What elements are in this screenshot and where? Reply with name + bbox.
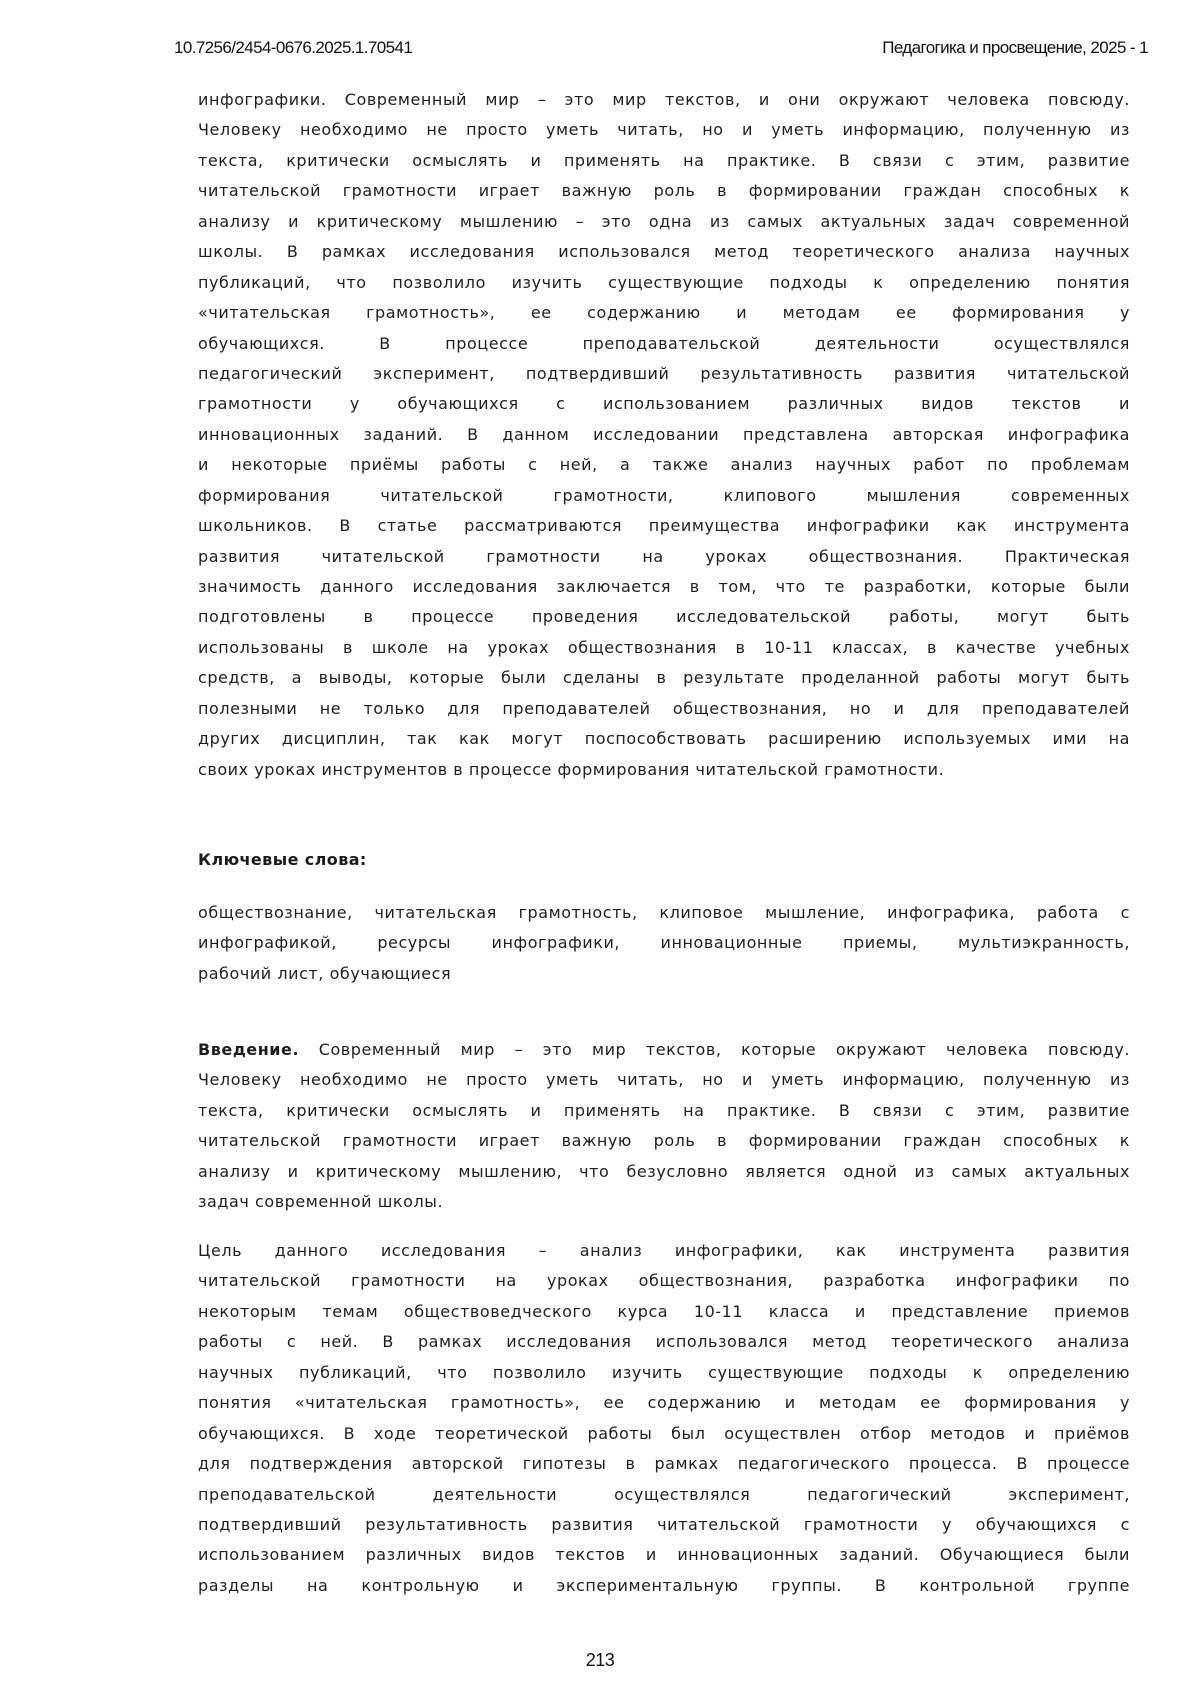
text-line: Человеку необходимо не просто уметь читать, но и уметь информацию, полученную из — [198, 1070, 1130, 1090]
text-line: анализу и критическому мышлению, что безусловно является одной из самых актуальных — [198, 1161, 1130, 1181]
text-line: подготовлены в процессе проведения исследовательской работы, могут быть — [198, 607, 1130, 627]
text-line: анализу и критическому мышлению – это одна из самых актуальных задач современной — [198, 211, 1130, 231]
text-line: педагогический эксперимент, подтвердивший результативность развития читательской — [198, 363, 1130, 383]
text-line: читательской грамотности на уроках обществознания, разработка инфографики по — [198, 1271, 1130, 1291]
doi: 10.7256/2454-0676.2025.1.70541 — [174, 38, 413, 57]
text-line: средств, а выводы, которые были сделаны в результате проделанной работы могут быть — [198, 668, 1130, 688]
text-line: преподавательской деятельности осуществлялся педагогический эксперимент, — [198, 1484, 1130, 1504]
text-line: обучающихся. В процессе преподавательской деятельности осуществлялся — [198, 333, 1130, 353]
text-line: рабочий лист, обучающиеся — [198, 963, 452, 983]
text-line: «читательская грамотность», ее содержанию и методам ее формирования у — [198, 303, 1130, 323]
text-line: инфографики. Современный мир – это мир текстов, и они окружают человека повсюду. — [198, 90, 1130, 109]
text-line: грамотности у обучающихся с использованием различных видов текстов и — [198, 394, 1130, 414]
journal-title: Педагогика и просвещение, 2025 - 1 — [882, 38, 1148, 57]
text-line: разделы на контрольную и экспериментальную группы. В контрольной группе — [198, 1575, 1130, 1595]
text-line: читательской грамотности играет важную роль в формировании граждан способных к — [198, 1131, 1130, 1151]
text-line: Цель данного исследования – анализ инфографики, как инструмента развития — [198, 1241, 1130, 1260]
text-line: понятия «читательская грамотность», ее содержанию и методам ее формирования у — [198, 1393, 1130, 1413]
text-line: обществознание, читательская грамотность, клиповое мышление, инфографика, работа с — [198, 903, 1130, 922]
introduction-heading: Введение. — [198, 1040, 300, 1059]
text-line: формирования читательской грамотности, клипового мышления современных — [198, 485, 1130, 505]
text-line: читательской грамотности играет важную роль в формировании граждан способных к — [198, 181, 1130, 201]
text-span: Современный мир – это мир текстов, которые окружают человека повсюду. — [299, 1040, 1130, 1059]
text-line: для подтверждения авторской гипотезы в рамках педагогического процесса. В процессе — [198, 1454, 1130, 1474]
text-line: своих уроках инструментов в процессе формирования читательской грамотности. — [198, 759, 945, 779]
text-line: научных публикаций, что позволило изучить существующие подходы к определению — [198, 1362, 1130, 1382]
text-line: полезными не только для преподавателей обществознания, но и для преподавателей — [198, 698, 1130, 718]
text-line: школьников. В статье рассматриваются преимущества инфографики как инструмента — [198, 516, 1130, 536]
text-line: текста, критически осмыслять и применять на практике. В связи с этим, развитие — [198, 1100, 1130, 1120]
text-line: и некоторые приёмы работы с ней, а также анализ научных работ по проблемам — [198, 455, 1130, 475]
text-line: школы. В рамках исследования использовался метод теоретического анализа научных — [198, 242, 1130, 262]
text-line: работы с ней. В рамках исследования использовался метод теоретического анализа — [198, 1332, 1130, 1352]
text-line: некоторым темам обществоведческого курса 10-11 класса и представление приемов — [198, 1301, 1130, 1321]
text-line: использованы в школе на уроках обществознания в 10-11 классах, в качестве учебных — [198, 637, 1130, 657]
aim-paragraph — [198, 1236, 1130, 1601]
text-line — [198, 1035, 1130, 1065]
text-line: инновационных заданий. В данном исследовании представлена авторская инфографика — [198, 424, 1130, 444]
text-line: обучающихся. В ходе теоретической работы был осуществлен отбор методов и приёмов — [198, 1423, 1130, 1443]
text-line: задач современной школы. — [198, 1192, 444, 1212]
keywords-heading: Ключевые слова: — [198, 850, 367, 869]
text-line: публикаций, что позволило изучить существующие подходы к определению понятия — [198, 272, 1130, 292]
keywords-list — [198, 898, 1130, 989]
text-line: других дисциплин, так как могут поспособствовать расширению используемых ими на — [198, 729, 1130, 749]
abstract-paragraph — [198, 85, 1130, 785]
text-line: инфографикой, ресурсы инфографики, инновационные приемы, мультиэкранность, — [198, 933, 1130, 953]
text-line: подтвердивший результативность развития читательской грамотности у обучающихся с — [198, 1514, 1130, 1534]
page-number: 213 — [585, 1650, 615, 1670]
text-line: использованием различных видов текстов и инновационных заданий. Обучающиеся были — [198, 1545, 1130, 1565]
text-line: текста, критически осмыслять и применять на практике. В связи с этим, развитие — [198, 150, 1130, 170]
introduction-paragraph — [198, 1035, 1130, 1218]
text-line: развития читательской грамотности на уроках обществознания. Практическая — [198, 546, 1130, 566]
text-line: значимость данного исследования заключается в том, что те разработки, которые были — [198, 577, 1130, 596]
text-line: Человеку необходимо не просто уметь читать, но и уметь информацию, полученную из — [198, 120, 1130, 140]
